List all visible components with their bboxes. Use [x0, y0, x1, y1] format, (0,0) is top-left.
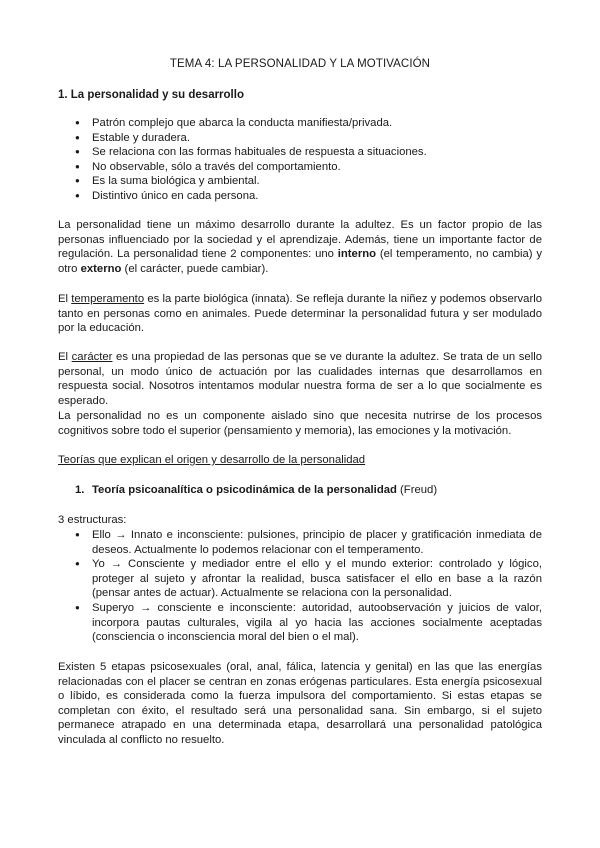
- theory-number: 1.: [75, 484, 85, 496]
- theory-title: Teoría psicoanalítica o psicodinámica de la personalidad: [92, 484, 397, 496]
- list-item: ● Estable y duradera.: [58, 131, 542, 146]
- text: El: [58, 293, 72, 305]
- list-item: ● Se relaciona con las formas habituales de respuesta a situaciones.: [58, 145, 542, 160]
- page-title: TEMA 4: LA PERSONALIDAD Y LA MOTIVACIÓN: [169, 58, 431, 70]
- structures-list: [58, 528, 542, 645]
- bold-term-interno: interno: [337, 248, 377, 261]
- list-item: ● Distintivo único en cada persona.: [58, 189, 542, 204]
- paragraph-cognitive: La personalidad no es un componente aislado sino que necesita nutrirse de los procesos cognitivos sobre todo el superior (pensamiento y memoria), las emociones y la motivación.: [58, 410, 542, 437]
- theory-author: (Freud): [396, 484, 438, 496]
- list-item: ● Superyo → consciente e inconsciente: autoridad, autoobservación y juicios de valor, incorpora pautas culturales, vigila al yo hacia las acciones socialmente aceptadas (consciencia o inconsciencia moral del bien o el mal).: [58, 601, 542, 645]
- text: (el carácter, puede cambiar).: [121, 262, 269, 275]
- paragraph-character: [58, 350, 542, 408]
- text: La personalidad tiene un máximo desarrollo durante la adultez. Es un factor propio de las personas influenciado por la sociedad y el aprendizaje. Además, tiene un importante factor de regulación. La personalidad tiene 2 componentes: uno: [58, 219, 542, 261]
- list-item: ● No observable, sólo a través del comportamiento.: [58, 160, 542, 175]
- characteristics-list: [58, 116, 542, 204]
- text: es una propiedad de las personas que se ve durante la adultez. Se trata de un sello personal, un modo único de actuación por las cualidades internas que desarrollamos en respuesta social. Nosotros intentamos modular nuestra forma de ser a lo que socialmente es esperado.: [58, 351, 543, 407]
- paragraph-temperament: [58, 292, 542, 336]
- list-item: ● Es la suma biológica y ambiental.: [58, 174, 542, 189]
- list-item: ● Yo → Consciente y mediador entre el ello y el mundo exterior: controlado y lógico, proteger al sujeto y afrontar la realidad, busca satisfacer el ello en base a la razón (pensar antes de actuar). Actualmente se relaciona con la personalidad.: [58, 557, 542, 601]
- text: El: [58, 351, 72, 363]
- paragraph-psychosexual-stages: Existen 5 etapas psicosexuales (oral, anal, fálica, latencia y genital) en las que las energías relacionadas con el placer se centran en zonas erógenas particulares. Esta energía psicosexual o líbido, es considerada como la fuerza impulsora del comportamiento. Si estas etapas se completan con éxito, el resultado será una personalidad sana. Sin embargo, si el sujeto permanece atrapado en una determinada etapa, desarrollará una personalidad patológica vinculada al conflicto no resuelto.: [58, 661, 542, 746]
- list-item: ● Ello → Innato e inconsciente: pulsiones, principio de placer y gratificación inmediata de deseos. Actualmente lo podemos relacionar con el temperamento.: [58, 528, 542, 557]
- structures-label: 3 estructuras:: [58, 514, 127, 526]
- text: es la parte biológica (innata). Se refleja durante la niñez y podemos observarlo tanto en personas como en animales. Puede determinar la personalidad futura y ser modulado por la educación.: [58, 293, 542, 335]
- theories-heading: Teorías que explican el origen y desarrollo de la personalidad: [58, 454, 366, 466]
- underlined-term-caracter: carácter: [71, 351, 113, 363]
- paragraph-personality: [58, 218, 542, 276]
- section-heading: 1. La personalidad y su desarrollo: [58, 89, 244, 101]
- bold-term-externo: externo: [80, 262, 122, 275]
- underlined-term-temperamento: temperamento: [71, 293, 145, 305]
- theory-heading: [58, 483, 542, 498]
- list-item: ● Patrón complejo que abarca la conducta manifiesta/privada.: [58, 116, 542, 131]
- text: (el temperamento, no cambia) y otro: [58, 248, 542, 275]
